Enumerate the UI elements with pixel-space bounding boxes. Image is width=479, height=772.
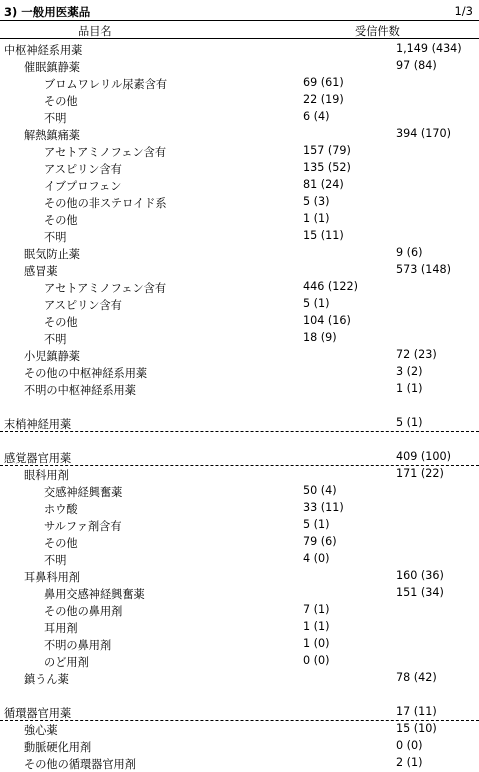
row-report-count: 81 (24) bbox=[303, 178, 344, 191]
row-item-name: サルファ剤含有 bbox=[44, 520, 122, 533]
table-row bbox=[0, 652, 479, 669]
row-item-name: 耳鼻科用剤 bbox=[24, 571, 80, 584]
row-item-name: 中枢神経系用薬 bbox=[4, 44, 83, 57]
table-row bbox=[0, 261, 479, 278]
table-row bbox=[0, 176, 479, 193]
row-item-name: 不明 bbox=[44, 231, 67, 244]
table-row bbox=[0, 142, 479, 159]
row-report-count: 3 (2) bbox=[396, 365, 423, 378]
row-report-count: 160 (36) bbox=[396, 569, 444, 582]
table-row bbox=[0, 414, 479, 431]
row-report-count: 171 (22) bbox=[396, 467, 444, 480]
row-report-count: 97 (84) bbox=[396, 59, 437, 72]
table-row bbox=[0, 346, 479, 363]
report-title: 3) 一般用医薬品 bbox=[4, 5, 91, 19]
row-item-name: イブプロフェン bbox=[44, 180, 122, 193]
row-report-count: 394 (170) bbox=[396, 127, 451, 140]
row-item-name: 鼻用交感神経興奮薬 bbox=[44, 588, 145, 601]
row-report-count: 6 (4) bbox=[303, 110, 330, 123]
row-item-name: その他の非ステロイド系 bbox=[44, 197, 167, 210]
table-row bbox=[0, 210, 479, 227]
row-report-count: 0 (0) bbox=[303, 654, 330, 667]
row-item-name: その他の循環器官用剤 bbox=[24, 758, 136, 771]
table-row bbox=[0, 533, 479, 550]
row-item-name: 小児鎮静薬 bbox=[24, 350, 80, 363]
row-item-name: のど用剤 bbox=[44, 656, 89, 669]
column-header-count: 受信件数 bbox=[355, 25, 400, 38]
row-item-name: 感覚器官用薬 bbox=[4, 452, 72, 465]
row-item-name: その他の鼻用剤 bbox=[44, 605, 123, 618]
row-item-name: 交感神経興奮薬 bbox=[44, 486, 123, 499]
row-report-count: 15 (11) bbox=[303, 229, 344, 242]
row-item-name: 不明 bbox=[44, 554, 67, 567]
row-report-count: 1 (1) bbox=[396, 382, 423, 395]
table-row bbox=[0, 482, 479, 499]
column-header bbox=[0, 20, 479, 39]
row-item-name: 末梢神経用薬 bbox=[4, 418, 72, 431]
table-row bbox=[0, 737, 479, 754]
row-report-count: 573 (148) bbox=[396, 263, 451, 276]
report-header bbox=[0, 0, 479, 20]
table-row bbox=[0, 618, 479, 635]
row-item-name: その他の中枢神経系用薬 bbox=[24, 367, 148, 380]
column-header-item: 品目名 bbox=[78, 25, 112, 38]
row-item-name: 不明の鼻用剤 bbox=[44, 639, 112, 652]
row-item-name: 感冒薬 bbox=[24, 265, 58, 278]
table-row bbox=[0, 278, 479, 295]
row-item-name: アセトアミノフェン含有 bbox=[44, 282, 167, 295]
page-number: 1/3 bbox=[454, 4, 473, 18]
table-row bbox=[0, 57, 479, 74]
table-row bbox=[0, 754, 479, 771]
row-item-name: 耳用剤 bbox=[44, 622, 78, 635]
section-divider bbox=[0, 431, 479, 432]
row-item-name: 眼科用剤 bbox=[24, 469, 69, 482]
row-report-count: 5 (1) bbox=[396, 416, 423, 429]
row-report-count: 4 (0) bbox=[303, 552, 330, 565]
row-item-name: 鎮うん薬 bbox=[24, 673, 69, 686]
section-divider bbox=[0, 720, 479, 721]
row-item-name: 強心薬 bbox=[24, 724, 58, 737]
row-item-name: 循環器官用薬 bbox=[4, 707, 72, 720]
table-row bbox=[0, 448, 479, 465]
table-row bbox=[0, 669, 479, 686]
table-row bbox=[0, 516, 479, 533]
row-report-count: 17 (11) bbox=[396, 705, 437, 718]
row-report-count: 18 (9) bbox=[303, 331, 337, 344]
row-report-count: 50 (4) bbox=[303, 484, 337, 497]
table-row bbox=[0, 125, 479, 142]
table-row bbox=[0, 227, 479, 244]
row-report-count: 72 (23) bbox=[396, 348, 437, 361]
row-report-count: 104 (16) bbox=[303, 314, 351, 327]
row-report-count: 5 (1) bbox=[303, 297, 330, 310]
row-item-name: 不明の中枢神経系用薬 bbox=[24, 384, 136, 397]
table-row bbox=[0, 499, 479, 516]
table-row bbox=[0, 601, 479, 618]
table-row bbox=[0, 567, 479, 584]
row-report-count: 1 (1) bbox=[303, 212, 330, 225]
row-item-name: その他 bbox=[44, 537, 78, 550]
row-report-count: 151 (34) bbox=[396, 586, 444, 599]
table-row bbox=[0, 295, 479, 312]
table-row bbox=[0, 193, 479, 210]
table-row bbox=[0, 91, 479, 108]
row-item-name: ホウ酸 bbox=[44, 503, 78, 516]
table-row bbox=[0, 40, 479, 57]
table-row bbox=[0, 329, 479, 346]
row-item-name: 解熱鎮痛薬 bbox=[24, 129, 80, 142]
table-row bbox=[0, 108, 479, 125]
row-report-count: 7 (1) bbox=[303, 603, 330, 616]
row-report-count: 15 (10) bbox=[396, 722, 437, 735]
table-row bbox=[0, 244, 479, 261]
row-item-name: アセトアミノフェン含有 bbox=[44, 146, 167, 159]
row-report-count: 135 (52) bbox=[303, 161, 351, 174]
row-report-count: 33 (11) bbox=[303, 501, 344, 514]
row-item-name: その他 bbox=[44, 316, 78, 329]
table-row bbox=[0, 703, 479, 720]
row-item-name: アスピリン含有 bbox=[44, 299, 122, 312]
row-report-count: 2 (1) bbox=[396, 756, 423, 769]
row-item-name: アスピリン含有 bbox=[44, 163, 122, 176]
table-row bbox=[0, 363, 479, 380]
table-row bbox=[0, 584, 479, 601]
row-item-name: 不明 bbox=[44, 112, 67, 125]
row-report-count: 5 (1) bbox=[303, 518, 330, 531]
row-report-count: 22 (19) bbox=[303, 93, 344, 106]
row-item-name: 眠気防止薬 bbox=[24, 248, 80, 261]
row-report-count: 409 (100) bbox=[396, 450, 451, 463]
row-report-count: 1,149 (434) bbox=[396, 42, 462, 55]
table-row bbox=[0, 74, 479, 91]
table-row bbox=[0, 465, 479, 482]
row-item-name: 不明 bbox=[44, 333, 67, 346]
row-report-count: 0 (0) bbox=[396, 739, 423, 752]
section-divider bbox=[0, 465, 479, 466]
row-item-name: その他 bbox=[44, 95, 78, 108]
table-row bbox=[0, 312, 479, 329]
table-row bbox=[0, 720, 479, 737]
row-item-name: その他 bbox=[44, 214, 78, 227]
row-report-count: 157 (79) bbox=[303, 144, 351, 157]
row-item-name: 催眠鎮静薬 bbox=[24, 61, 80, 74]
table-row bbox=[0, 159, 479, 176]
row-report-count: 79 (6) bbox=[303, 535, 337, 548]
row-report-count: 69 (61) bbox=[303, 76, 344, 89]
row-report-count: 1 (0) bbox=[303, 637, 330, 650]
table-row bbox=[0, 550, 479, 567]
row-report-count: 78 (42) bbox=[396, 671, 437, 684]
row-report-count: 446 (122) bbox=[303, 280, 358, 293]
table-row bbox=[0, 635, 479, 652]
table-row bbox=[0, 380, 479, 397]
row-item-name: ブロムワレリル尿素含有 bbox=[44, 78, 168, 91]
row-report-count: 9 (6) bbox=[396, 246, 423, 259]
row-report-count: 1 (1) bbox=[303, 620, 330, 633]
row-item-name: 動脈硬化用剤 bbox=[24, 741, 92, 754]
row-report-count: 5 (3) bbox=[303, 195, 330, 208]
